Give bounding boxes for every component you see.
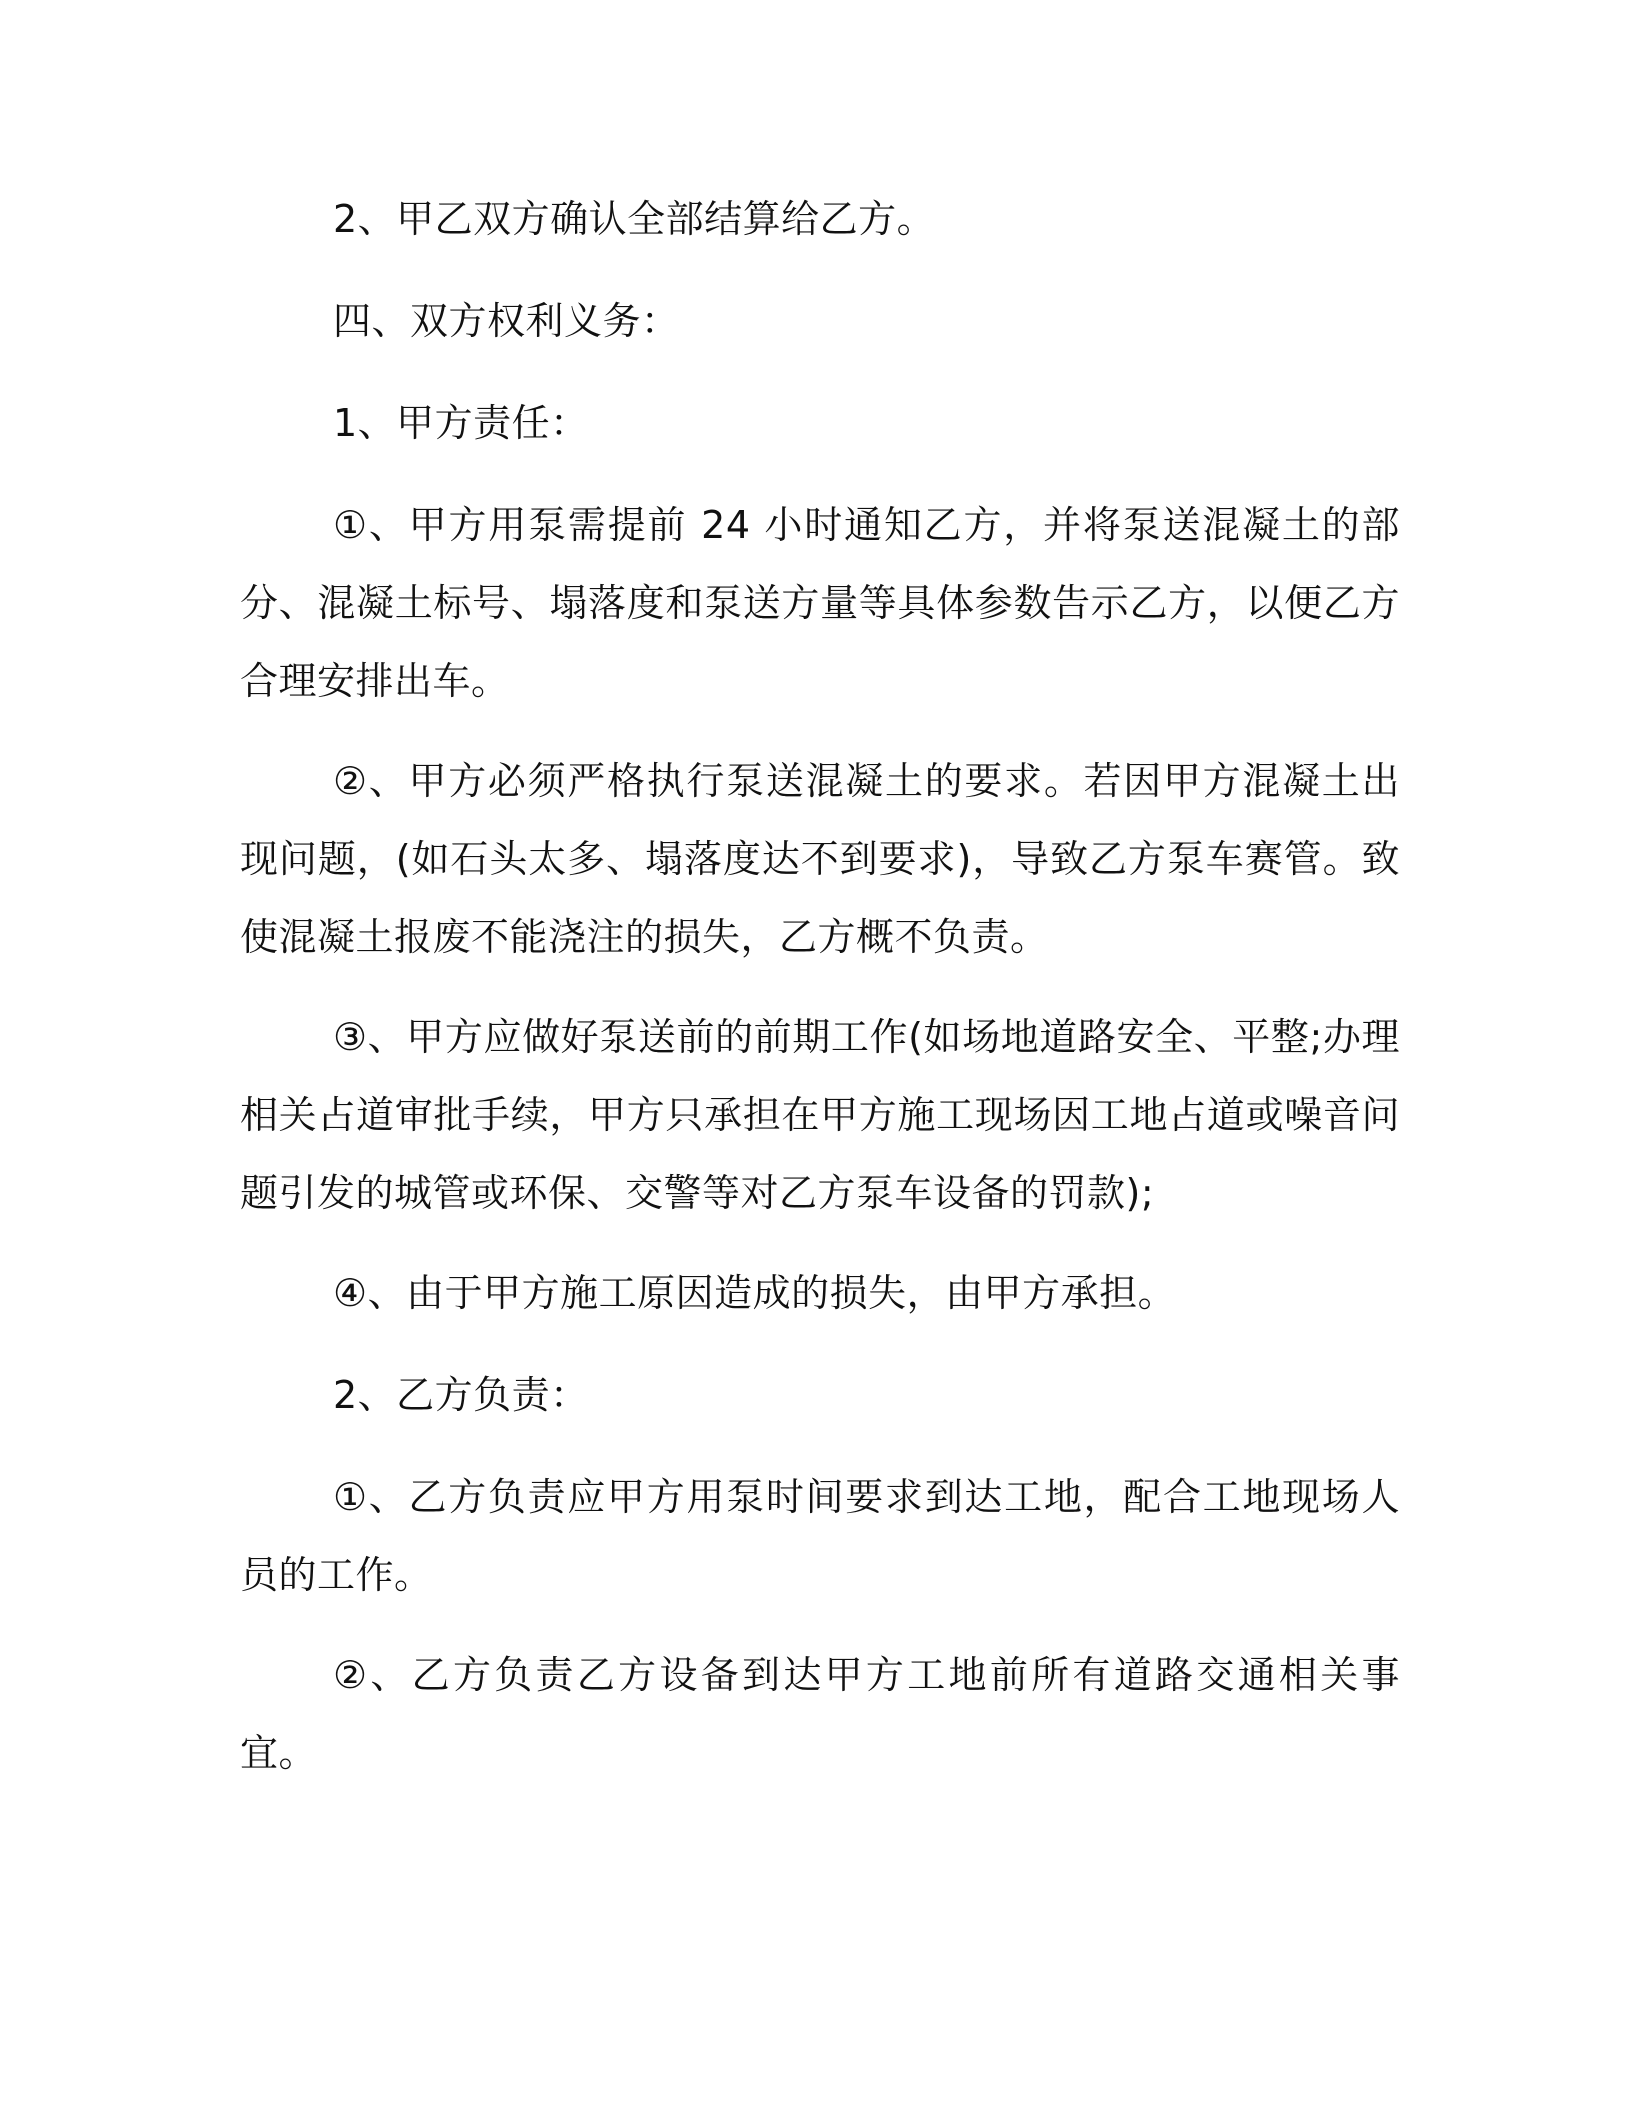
paragraph-party-a-item-4: ④、由于甲方施工原因造成的损失，由甲方承担。: [333, 1271, 1177, 1315]
heading-party-b-responsibility: 2、乙方负责：: [333, 1373, 589, 1417]
paragraph-party-a-item-1: ①、甲方用泵需提前 24 小时通知乙方，并将泵送混凝土的部分、混凝土标号、塌落度和泵送方量等具体参数告示乙方，以便乙方合理安排出车。: [240, 503, 1400, 703]
paragraph-settlement: 2、甲乙双方确认全部结算给乙方。: [333, 197, 936, 241]
heading-party-a-responsibility: 1、甲方责任：: [333, 401, 589, 445]
paragraph-party-a-item-3: ③、甲方应做好泵送前的前期工作(如场地道路安全、平整;办理相关占道审批手续，甲方只承担在甲方施工现场因工地占道或噪音问题引发的城管或环保、交警等对乙方泵车设备的罚款);: [240, 1015, 1400, 1215]
paragraph-party-a-item-2: ②、甲方必须严格执行泵送混凝土的要求。若因甲方混凝土出现问题，(如石头太多、塌落度达不到要求)，导致乙方泵车赛管。致使混凝土报废不能浇注的损失，乙方概不负责。: [240, 759, 1400, 959]
paragraph-party-b-item-2: ②、乙方负责乙方设备到达甲方工地前所有道路交通相关事宜。: [240, 1653, 1400, 1775]
heading-rights-obligations: 四、双方权利义务：: [333, 299, 680, 343]
paragraph-party-b-item-1: ①、乙方负责应甲方用泵时间要求到达工地，配合工地现场人员的工作。: [240, 1475, 1400, 1597]
